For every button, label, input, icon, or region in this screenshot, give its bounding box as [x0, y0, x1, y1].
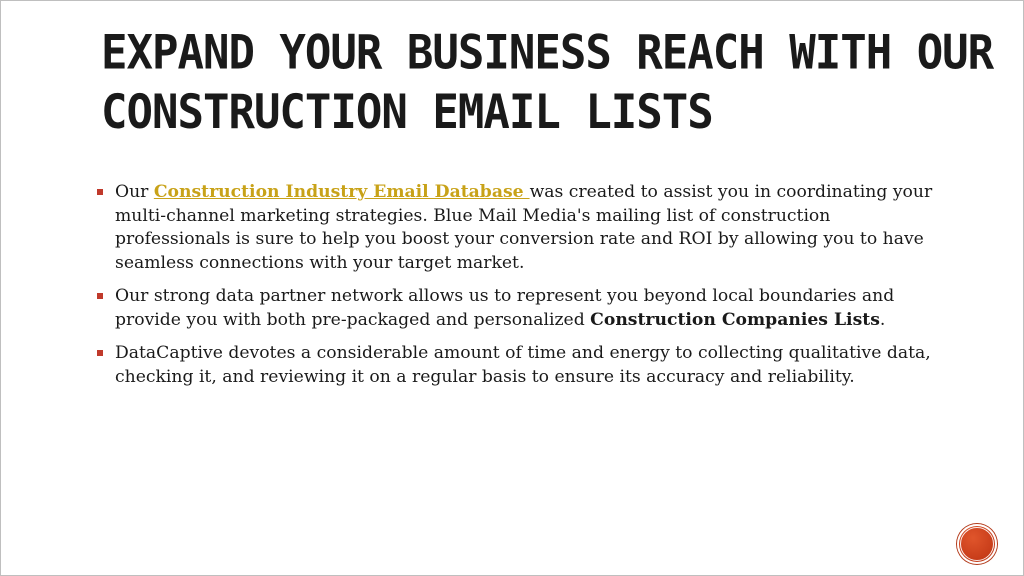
bullet-3-text: DataCaptive devotes a considerable amount of time and energy to collecting qualitative data, checking it, and reviewing it on a regular basis to ensure its accuracy and reliability. — [115, 343, 931, 387]
bullet-square-icon — [97, 293, 103, 299]
construction-companies-lists-text: Construction Companies Lists — [590, 309, 880, 330]
bullet-item-3 — [97, 342, 937, 389]
slide-title — [101, 23, 994, 142]
bullet-item-1 — [97, 181, 937, 275]
bullet-1-pre-text: Our — [115, 182, 154, 202]
bullet-square-icon — [97, 189, 103, 195]
bullet-1-post-text: was created to assist you in coordinating your multi-channel marketing strategies. Blue Mail Media's mailing list of construction professionals is sure to help you boost your conversion rate and ROI by allowing you to have seamless connections with your target market. — [115, 182, 933, 273]
construction-email-database-link[interactable]: Construction Industry Email Database — [153, 182, 530, 202]
title-line-1: EXPAND YOUR BUSINESS REACH WITH OUR — [101, 25, 994, 81]
bullet-2-post-text: . — [879, 309, 886, 330]
bullet-list — [97, 181, 937, 399]
bullet-item-2 — [97, 285, 937, 332]
bullet-2-pre-text: Our strong data partner network allows us to represent you beyond local boundaries and provide you with both pre-packaged and personalized — [115, 286, 895, 330]
bullet-square-icon — [97, 350, 103, 356]
slide-number-badge-icon — [957, 524, 997, 564]
badge-ring — [960, 527, 994, 561]
title-line-2: CONSTRUCTION EMAIL LISTS — [101, 84, 713, 140]
